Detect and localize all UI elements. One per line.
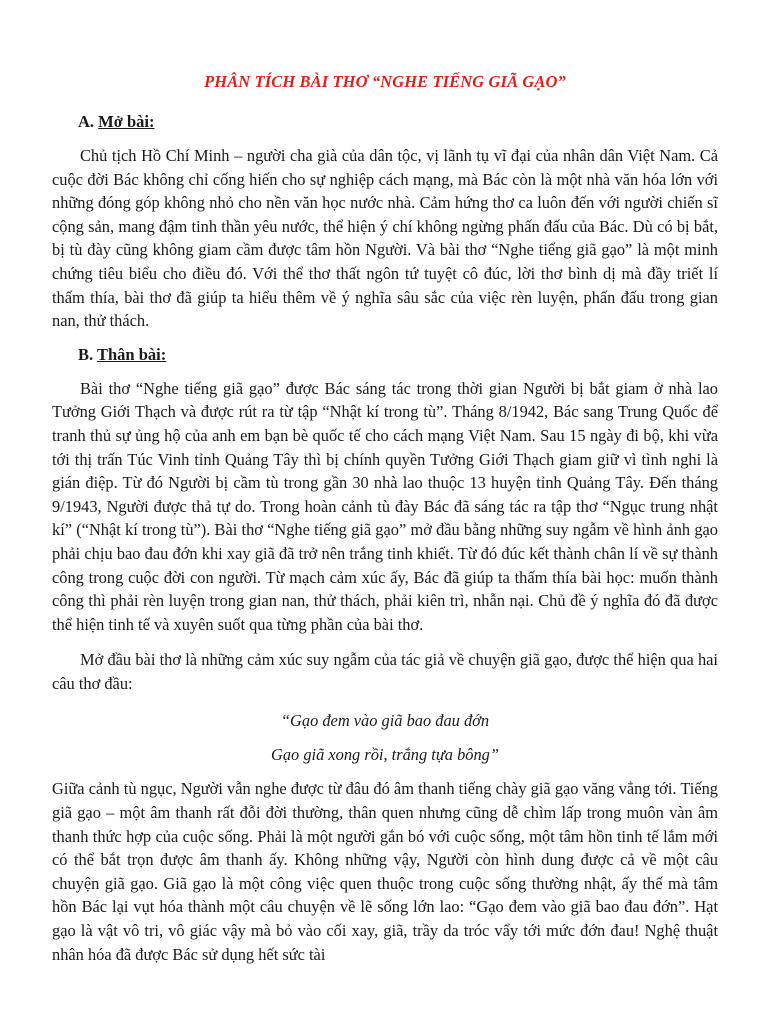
poem-line-2: Gạo giã xong rồi, trắng tựa bông” xyxy=(271,745,499,765)
section-b-letter: B. xyxy=(78,344,94,364)
section-b-paragraph-3: Giữa cảnh tù ngục, Người vẫn nghe được từ đâu đó âm thanh tiếng chày giã gạo văng vẳng tới. Tiếng giã gạo – một âm thanh rất đỗi đời thường, thân quen nhưng cũng dễ chìm lấp trong muôn vàn âm thanh thức hợp của cuộc sống. Phải là một người gắn bó với cuộc sống, một tâm hồn tinh tế lắm mới có thể bắt trọn được âm thanh ấy. Không những vậy, Người còn hình dung được cả về một câu chuyện giã gạo. Giã gạo là một công việc quen thuộc trong cuộc sống thường nhật, ấy thế mà tâm hồn Bác lại vụt hóa thành một câu chuyện về lẽ sống lớn lao: “Gạo đem vào giã bao đau đớn”. Hạt gạo là vật vô tri, vô giác vậy mà bỏ vào cối xay, giã, trầy da tróc vẩy tới mức đớn đau! Nghệ thuật nhân hóa đã được Bác sử dụng hết sức tài xyxy=(52,779,718,964)
poem-line-1: “Gạo đem vào giã bao đau đớn xyxy=(280,711,490,731)
section-b-heading xyxy=(78,345,718,365)
section-a-paragraph: Chủ tịch Hồ Chí Minh – người cha già của dân tộc, vị lãnh tụ vĩ đại của nhân dân Việt Nam. Cả cuộc đời Bác không chỉ cống hiến cho sự nghiệp cách mạng, mà Bác còn là một nhà văn hóa lớn với những đóng góp không nhỏ cho nền văn học nước nhà. Cảm hứng thơ ca luôn đến với người chiến sĩ cộng sản, mang đậm tinh thần yêu nước, thể hiện ý chí không ngừng phấn đấu của Bác. Dù có bị bắt, bị tù đày cũng không giam cầm được tâm hồn Người. Và bài thơ “Nghe tiếng giã gạo” là một minh chứng tiêu biểu cho điều đó. Với thể thơ thất ngôn tứ tuyệt cô đúc, lời thơ bình dị mà đầy triết lí thấm thía, bài thơ đã giúp ta hiểu thêm về ý nghĩa sâu sắc của việc rèn luyện, phấn đấu trong gian nan, thử thách. xyxy=(52,146,718,331)
section-b-paragraph-1: Bài thơ “Nghe tiếng giã gạo” được Bác sáng tác trong thời gian Người bị bắt giam ở nhà lao Tưởng Giới Thạch và được rút ra từ tập “Nhật kí trong tù”. Tháng 8/1942, Bác sang Trung Quốc để tranh thủ sự ủng hộ của anh em bạn bè quốc tế cho cách mạng Việt Nam. Sau 15 ngày đi bộ, khi vừa tới thị trấn Túc Vinh tỉnh Quảng Tây thì bị chính quyền Tưởng Giới Thạch giam giữ vì tình nghi là gián điệp. Từ đó Người bị cầm tù trong gần 30 nhà lao thuộc 13 huyện tỉnh Quảng Tây. Đến tháng 9/1943, Người được thả tự do. Trong hoàn cảnh tù đày Bác đã sáng tác ra tập thơ “Ngục trung nhật kí” (“Nhật kí trong tù”). Bài thơ “Nghe tiếng giã gạo” mở đầu bằng những suy ngẫm về hình ảnh gạo phải chịu bao đau đớn khi xay giã đã trở nên trắng tinh khiết. Từ đó đúc kết thành chân lí về sự thành công trong cuộc đời con người. Từ mạch cảm xúc ấy, Bác đã giúp ta thấm thía bài học: muốn thành công thì phải rèn luyện trong gian nan, thử thách, phải kiên trì, nhẫn nại. Chủ đề ý nghĩa đó đã được thể hiện tinh tế và xuyên suốt qua từng phần của bài thơ. xyxy=(52,378,718,634)
section-a-label: Mở bài: xyxy=(98,112,155,131)
section-b-label: Thân bài: xyxy=(96,344,167,364)
section-a-heading xyxy=(78,112,718,132)
document-title: PHÂN TÍCH BÀI THƠ “NGHE TIẾNG GIÃ GẠO” xyxy=(204,72,566,91)
section-b-paragraph-2: Mở đầu bài thơ là những cảm xúc suy ngẫm của tác giả về chuyện giã gạo, được thể hiện qua hai câu thơ đầu: xyxy=(52,650,718,693)
section-a-letter: A. xyxy=(78,112,95,131)
